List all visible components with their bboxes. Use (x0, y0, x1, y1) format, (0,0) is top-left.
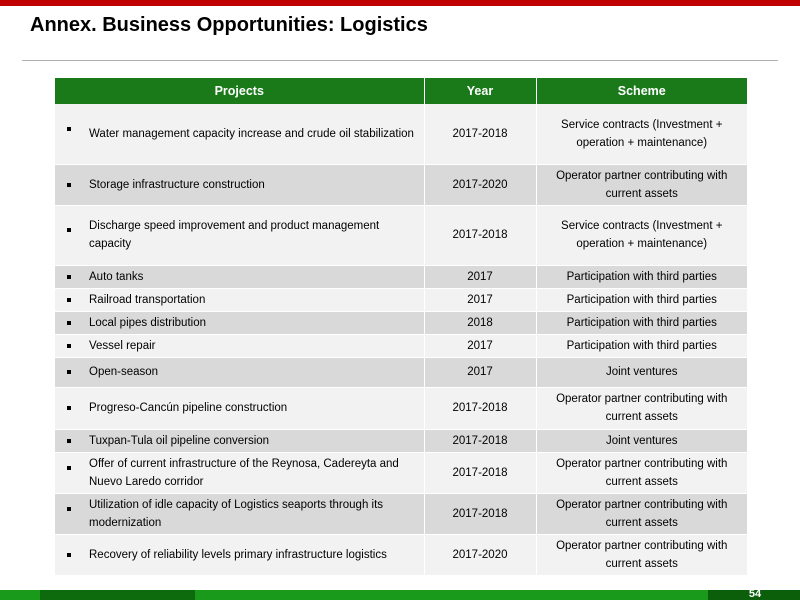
project-cell: Recovery of reliability levels primary infrastructure logistics (55, 534, 424, 575)
slide-title: Annex. Business Opportunities: Logistics (30, 14, 428, 36)
bullet-icon (67, 321, 71, 325)
scheme-cell: Participation with third parties (536, 334, 747, 357)
year-cell: 2017-2018 (424, 452, 536, 493)
table-row (55, 334, 747, 357)
bullet-icon (67, 183, 71, 187)
footer-accent-left (40, 590, 195, 600)
table-row (55, 311, 747, 334)
scheme-cell: Operator partner contributing with current assets (536, 164, 747, 205)
table-row (55, 493, 747, 534)
project-cell: Open-season (55, 357, 424, 387)
table-row (55, 288, 747, 311)
bullet-icon (67, 275, 71, 279)
scheme-cell: Participation with third parties (536, 288, 747, 311)
bullet-icon (67, 370, 71, 374)
project-cell: Progreso-Cancún pipeline construction (55, 387, 424, 429)
scheme-cell: Participation with third parties (536, 265, 747, 288)
bullet-icon (67, 298, 71, 302)
year-cell: 2017-2018 (424, 104, 536, 164)
title-divider (22, 60, 778, 61)
project-cell: Railroad transportation (55, 288, 424, 311)
bullet-icon (67, 406, 71, 410)
table-row (55, 205, 747, 265)
bullet-icon (67, 466, 71, 470)
table-row (55, 164, 747, 205)
table-row (55, 534, 747, 575)
project-cell: Auto tanks (55, 265, 424, 288)
year-cell: 2017-2018 (424, 387, 536, 429)
bullet-icon (67, 439, 71, 443)
project-cell: Storage infrastructure construction (55, 164, 424, 205)
scheme-cell: Service contracts (Investment + operation + maintenance) (536, 104, 747, 164)
table-row (55, 429, 747, 452)
scheme-cell: Joint ventures (536, 429, 747, 452)
year-cell: 2017-2018 (424, 429, 536, 452)
scheme-cell: Service contracts (Investment + operation + maintenance) (536, 205, 747, 265)
year-cell: 2018 (424, 311, 536, 334)
year-cell: 2017-2020 (424, 534, 536, 575)
scheme-cell: Operator partner contributing with current assets (536, 493, 747, 534)
year-cell: 2017 (424, 357, 536, 387)
year-cell: 2017 (424, 265, 536, 288)
scheme-cell: Joint ventures (536, 357, 747, 387)
table-row (55, 357, 747, 387)
project-cell: Offer of current infrastructure of the Reynosa, Cadereyta and Nuevo Laredo corridor (55, 452, 424, 493)
year-cell: 2017 (424, 334, 536, 357)
bullet-icon (67, 553, 71, 557)
year-cell: 2017-2018 (424, 205, 536, 265)
project-cell: Tuxpan-Tula oil pipeline conversion (55, 429, 424, 452)
top-accent-bar (0, 0, 800, 6)
project-cell: Discharge speed improvement and product management capacity (55, 205, 424, 265)
header-year: Year (424, 78, 536, 104)
scheme-cell: Operator partner contributing with current assets (536, 387, 747, 429)
bullet-icon (67, 127, 71, 131)
table-header-row (55, 78, 747, 104)
bullet-icon (67, 228, 71, 232)
table-row (55, 104, 747, 164)
bullet-icon (67, 344, 71, 348)
opportunities-table (55, 78, 747, 576)
project-cell: Utilization of idle capacity of Logistics seaports through its modernization (55, 493, 424, 534)
project-cell: Water management capacity increase and crude oil stabilization (55, 104, 424, 164)
header-scheme: Scheme (536, 78, 747, 104)
table-row (55, 452, 747, 493)
scheme-cell: Participation with third parties (536, 311, 747, 334)
year-cell: 2017 (424, 288, 536, 311)
year-cell: 2017-2020 (424, 164, 536, 205)
year-cell: 2017-2018 (424, 493, 536, 534)
project-cell: Local pipes distribution (55, 311, 424, 334)
table-row (55, 265, 747, 288)
bullet-icon (67, 507, 71, 511)
table-row (55, 387, 747, 429)
header-projects: Projects (55, 78, 424, 104)
project-cell: Vessel repair (55, 334, 424, 357)
scheme-cell: Operator partner contributing with current assets (536, 534, 747, 575)
page-number: 54 (748, 588, 762, 600)
scheme-cell: Operator partner contributing with current assets (536, 452, 747, 493)
